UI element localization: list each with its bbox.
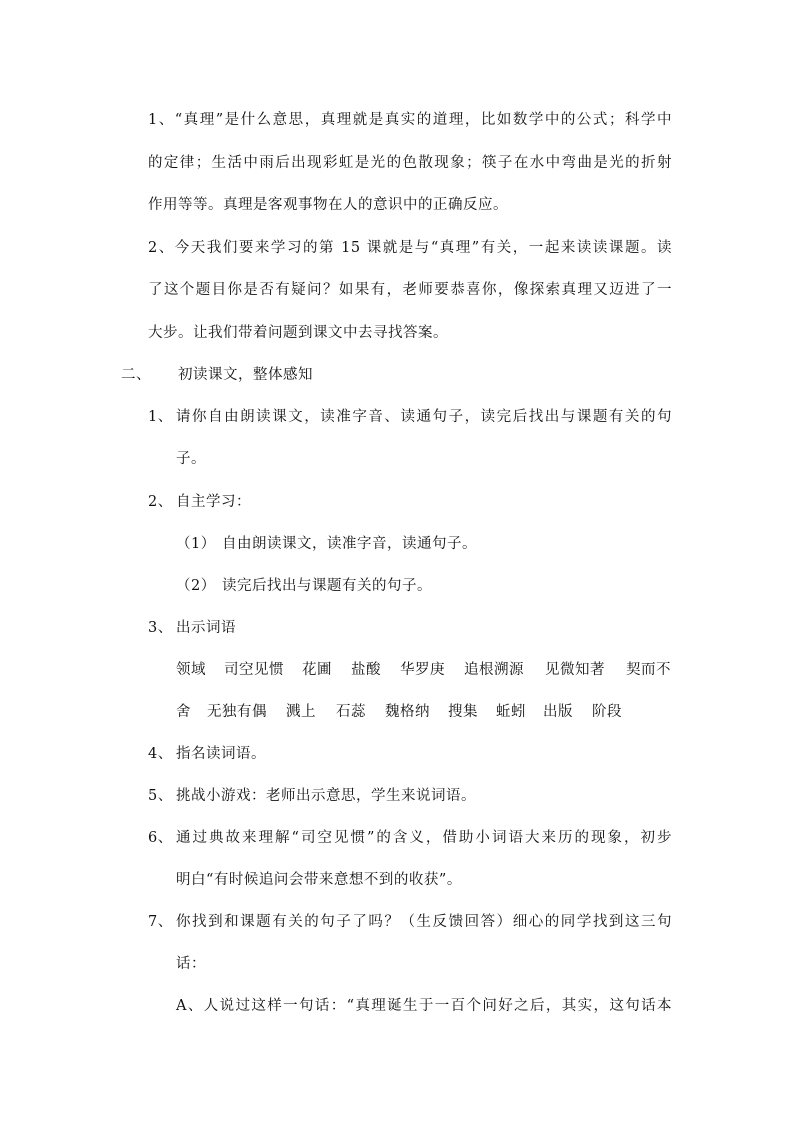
item2-number: 2、 [148, 494, 173, 510]
item2-sub2-number: （2） [176, 578, 216, 594]
item1-line1: 请你自由朗读课文，读准字音、读通句子，读完后找出与课题有关的句 [176, 409, 672, 425]
word: 花圃 [302, 662, 332, 678]
item6-line2: 明白“有时候追问会带来意想不到的收获”。 [176, 872, 462, 888]
intro2-line2: 了这个题目你是否有疑问？如果有，老师要恭喜你，像探索真理又迈进了一 [148, 282, 672, 298]
intro1-line1: 1、“真理”是什么意思，真理就是真实的道理，比如数学中的公式；科学中 [148, 112, 672, 128]
word: 司空见惯 [224, 662, 284, 678]
word: 契而不 [626, 662, 671, 678]
item5-text: 挑战小游戏：老师出示意思，学生来说词语。 [176, 788, 476, 804]
word: 见微知著 [545, 662, 605, 678]
item2-sub1-text: 自由朗读课文，读准字音，读通句子。 [222, 536, 477, 552]
item1-number: 1、 [148, 409, 173, 425]
intro2-line3: 大步。让我们带着问题到课文中去寻找答案。 [148, 325, 448, 341]
intro1-line3: 作用等等。真理是客观事物在人的意识中的正确反应。 [148, 197, 508, 213]
item7-line1: 你找到和课题有关的句子了吗？（生反馈回答）细心的同学找到这三句 [176, 914, 672, 930]
item2-text: 自主学习： [176, 494, 251, 510]
word: 出版 [543, 704, 573, 720]
item3-text: 出示词语 [176, 620, 236, 636]
item7-line3: A、人说过这样一句话：“真理诞生于一百个问好之后，其实，这句话本 [176, 998, 672, 1014]
item2-sub2-text: 读完后找出与课题有关的句子。 [222, 578, 432, 594]
word: 无独有偶 [207, 704, 267, 720]
intro2-line1: 2、今天我们要来学习的第 15 课就是与“真理”有关，一起来读读课题。读 [148, 240, 672, 256]
word: 华罗庚 [400, 662, 445, 678]
word: 蚯蚓 [496, 704, 526, 720]
word: 阶段 [592, 704, 622, 720]
section2-number: 二、 [121, 367, 151, 383]
item7-line2: 话： [176, 956, 206, 972]
item3-number: 3、 [148, 620, 173, 636]
item2-sub1-number: （1） [176, 536, 216, 552]
item4-text: 指名读词语。 [176, 746, 266, 762]
word: 追根溯源 [464, 662, 524, 678]
item5-number: 5、 [148, 788, 173, 804]
item6-line1: 通过典故来理解“司空见惯”的含义，借助小词语大来历的现象，初步 [176, 830, 672, 846]
word: 溅上 [286, 704, 316, 720]
word: 盐酸 [351, 662, 381, 678]
item4-number: 4、 [148, 746, 173, 762]
word: 搜集 [448, 704, 478, 720]
item7-number: 7、 [148, 914, 173, 930]
word: 石蕊 [336, 704, 366, 720]
item6-number: 6、 [148, 830, 173, 846]
word: 领域 [176, 662, 206, 678]
word: 魏格纳 [385, 704, 430, 720]
intro1-line2: 的定律；生活中雨后出现彩虹是光的色散现象；筷子在水中弯曲是光的折射 [148, 155, 672, 171]
item1-line2: 子。 [176, 451, 206, 467]
section2-title: 初读课文，整体感知 [178, 367, 313, 383]
word: 舍 [176, 704, 191, 720]
